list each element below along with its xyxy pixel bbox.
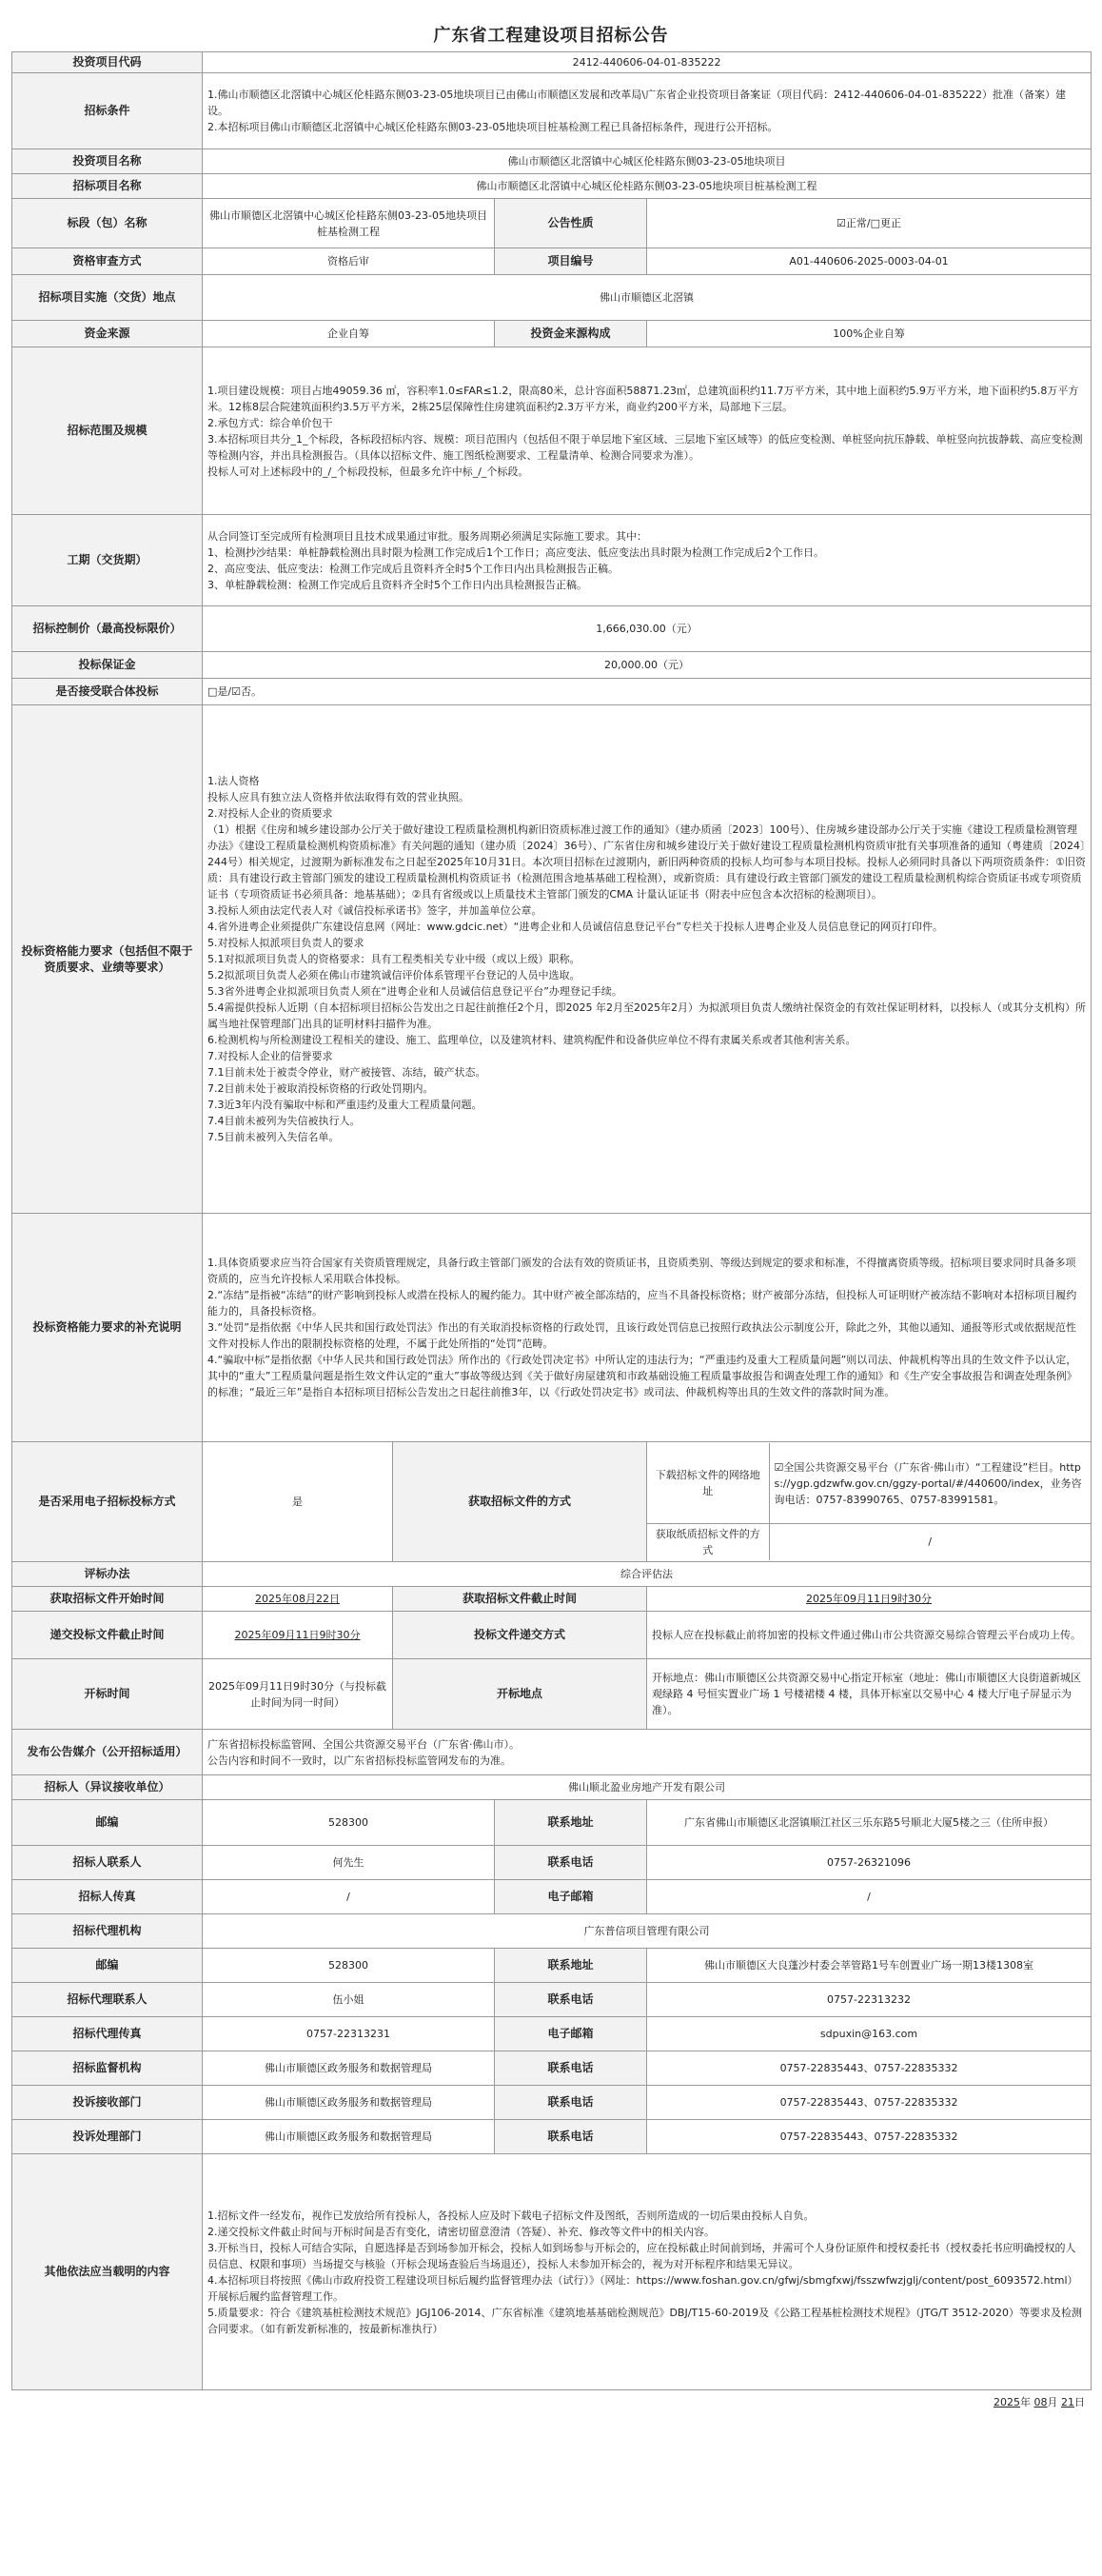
other-line: 5.质量要求：符合《建筑基桩检测技术规范》JGJ106-2014、广东省标准《建筑地基基础检测规范》DBJ/T15-60-2019及《公路工程基桩检测技术规程》（JTG/T 3512-2020）等要求及检测合同要求。（如有新发新标准的，按最新标准执行） (207, 2306, 1082, 2335)
agency-contact-label: 招标代理联系人 (12, 1983, 203, 2017)
complaint-proc-value: 佛山市顺德区政务服务和数据管理局 (203, 2120, 495, 2154)
funding-label: 资金来源 (12, 321, 203, 347)
row-tenderer (12, 1775, 1092, 1800)
footer-day-suffix: 日 (1074, 2396, 1085, 2408)
row-control-price (12, 606, 1092, 652)
row-funding (12, 321, 1092, 347)
row-tenderer-post (12, 1800, 1092, 1846)
scope-line: 2.承包方式：综合单价包干 (207, 416, 333, 429)
section-value: 佛山市顺德区北滘镇中心城区伦桂路东侧03-23-05地块项目桩基检测工程 (203, 199, 495, 248)
funding-composition-label: 投资金来源构成 (495, 321, 647, 347)
qualification-line: 1.法人资格 (207, 775, 260, 787)
supplement-line: 1.具体资质要求应当符合国家有关资质管理规定，具备行政主管部门颁发的合法有效的资质证书，且资质类别、等级达到规定的要求和标准，不得擅离资质等级。招标项目要求同时具备多项资质的，应当允许投标人采用联合体投标。 (207, 1257, 1076, 1285)
section-label: 标段（包）名称 (12, 199, 203, 248)
row-tender-name (12, 174, 1092, 199)
tenderer-label: 招标人（异议接收单位） (12, 1775, 203, 1800)
complaint-proc-phone-value: 0757-22835443、0757-22835332 (647, 2120, 1092, 2154)
download-address-link[interactable]: ☑全国公共资源交易平台（广东省·佛山市）“工程建设”栏目。https://ygp.gdzwfw.gov.cn/ggzy-portal/#/440600/index，业务咨询电话：0757-83990765、0757-83991581。 (769, 1443, 1091, 1523)
period-label: 工期（交货期） (12, 515, 203, 606)
row-agency (12, 1914, 1092, 1949)
opening-time-label: 开标时间 (12, 1659, 203, 1730)
agency-fax-label: 招标代理传真 (12, 2017, 203, 2051)
row-period (12, 515, 1092, 606)
tender-name-value: 佛山市顺德区北滘镇中心城区伦桂路东侧03-23-05地块项目桩基检测工程 (203, 174, 1092, 199)
row-investment-name (12, 149, 1092, 174)
qualification-line: 5.对投标人拟派项目负责人的要求 (207, 937, 364, 949)
row-tenderer-fax (12, 1880, 1092, 1914)
agency-email-label: 电子邮箱 (495, 2017, 647, 2051)
qualification-line: 5.1对拟派项目负责人的资格要求：具有工程类相关专业中级（或以上级）职称。 (207, 953, 581, 965)
row-supplement (12, 1214, 1092, 1442)
agency-value: 广东普信项目管理有限公司 (203, 1914, 1092, 1949)
media-line: 广东省招标投标监管网、全国公共资源交易平台（广东省·佛山市）。 (207, 1737, 520, 1751)
opening-place-label: 开标地点 (393, 1659, 647, 1730)
row-scope (12, 347, 1092, 515)
row-electronic (12, 1442, 1092, 1562)
funding-composition-value: 100%企业自筹 (647, 321, 1092, 347)
complaint-proc-phone-label: 联系电话 (495, 2120, 647, 2154)
period-line: 3、单桩静载检测：检测工作完成后且资料齐全时5个工作日内出具检测报告正稿。 (207, 578, 587, 591)
location-value: 佛山市顺德区北滘镇 (203, 275, 1092, 321)
consortium-label: 是否接受联合体投标 (12, 679, 203, 705)
row-conditions (12, 73, 1092, 149)
obtain-method-cell (647, 1442, 1092, 1562)
row-deposit (12, 652, 1092, 679)
submit-method-value: 投标人应在投标截止前将加密的投标文件通过佛山市公共资源交易综合管理云平台成功上传。 (647, 1612, 1092, 1659)
qualification-value (203, 705, 1092, 1214)
tenderer-contact-label: 招标人联系人 (12, 1846, 203, 1880)
conditions-value (203, 73, 1092, 149)
footer-year-suffix: 年 (1020, 2396, 1031, 2408)
row-evaluation (12, 1562, 1092, 1587)
notice-nature-value: ☑正常/□更正 (647, 199, 1092, 248)
complaint-recv-label: 投诉接收部门 (12, 2086, 203, 2120)
row-media (12, 1730, 1092, 1775)
obtain-method-table (647, 1443, 1091, 1560)
footer-date (11, 2390, 1091, 2409)
conditions-line: 1.佛山市顺德区北滘镇中心城区伦桂路东侧03-23-05地块项目已由佛山市顺德区发展和改革局\广东省企业投资项目备案证（项目代码：2412-440606-04-01-835222）批准（备案）建设。 (207, 89, 1066, 117)
project-code-value: 2412-440606-04-01-835222 (203, 52, 1092, 73)
qualification-line: 5.4需提供投标人近期（自本招标项目招标公告发出之日起往前推任2个月，即2025 年2月至2025年2月）为拟派项目负责人缴纳社保资金的有效社保证明材料，以投标人（或其分支机构）所属当地社保管理部门出具的证明材料扫描件为准。 (207, 1001, 1086, 1030)
row-section (12, 199, 1092, 248)
opening-time-value: 2025年09月11日9时30分（与投标截止时间为同一时间） (203, 1659, 393, 1730)
project-number-label: 项目编号 (495, 248, 647, 275)
tenderer-phone-value: 0757-26321096 (647, 1846, 1092, 1880)
download-address-label: 下载招标文件的网络地址 (647, 1443, 769, 1523)
media-line: 公告内容和时间不一致时，以广东省招标投标监管网发布的为准。 (207, 1754, 511, 1767)
opening-place-value: 开标地点：佛山市顺德区公共资源交易中心指定开标室（地址：佛山市顺德区大良街道新城区观绿路 4 号恒实置业广场 1 号楼裙楼 4 楼，具体开标室以交易中心 4 楼大厅电子屏显示为准）。 (647, 1659, 1092, 1730)
investment-name-value: 佛山市顺德区北滘镇中心城区伦桂路东侧03-23-05地块项目 (203, 149, 1092, 174)
tenderer-contact-value: 何先生 (203, 1846, 495, 1880)
other-line: 1.招标文件一经发布，视作已发放给所有投标人，各投标人应及时下载电子招标文件及图纸，否则所造成的一切后果由投标人自负。 (207, 2209, 815, 2222)
supplement-value (203, 1214, 1092, 1442)
notice-table (11, 51, 1092, 2390)
qualification-line: 3.投标人须由法定代表人对《诚信投标承诺书》签字，并加盖单位公章。 (207, 904, 542, 917)
obtain-end-label: 获取招标文件截止时间 (393, 1587, 647, 1612)
row-other (12, 2154, 1092, 2390)
qualification-line: 7.3近3年内没有骗取中标和严重违约及重大工程质量问题。 (207, 1099, 482, 1111)
footer-year: 2025 (994, 2396, 1020, 2408)
location-label: 招标项目实施（交货）地点 (12, 275, 203, 321)
agency-postcode-value: 528300 (203, 1949, 495, 1983)
notice-nature-label: 公告性质 (495, 199, 647, 248)
qualification-line: 4.省外进粤企业须提供广东建设信息网（网址：www.gdcic.net）“进粤企业和人员诚信信息登记平台”专栏关于投标人进粤企业及人员信息登记的网页打印件。 (207, 921, 944, 933)
qualification-line: 投标人应具有独立法人资格并依法取得有效的营业执照。 (207, 791, 469, 803)
investment-name-label: 投资项目名称 (12, 149, 203, 174)
evaluation-label: 评标办法 (12, 1562, 203, 1587)
project-code-label: 投资项目代码 (12, 52, 203, 73)
deposit-label: 投标保证金 (12, 652, 203, 679)
tenderer-fax-label: 招标人传真 (12, 1880, 203, 1914)
agency-label: 招标代理机构 (12, 1914, 203, 1949)
row-agency-contact (12, 1983, 1092, 2017)
page-title: 广东省工程建设项目招标公告 (433, 26, 669, 46)
agency-postcode-label: 邮编 (12, 1949, 203, 1983)
conditions-line: 2.本招标项目佛山市顺德区北滘镇中心城区伦桂路东侧03-23-05地块项目桩基检测工程已具备招标条件，现进行公开招标。 (207, 121, 778, 133)
row-tenderer-contact (12, 1846, 1092, 1880)
qualification-label: 投标资格能力要求（包括但不限于资质要求、业绩等要求） (12, 705, 203, 1214)
qualification-line: 7.4目前未被列为失信被执行人。 (207, 1115, 361, 1127)
supplement-line: 3.“处罚”是指依据《中华人民共和国行政处罚法》作出的有关取消投标资格的行政处罚，且该行政处罚信息已按照行政执法公示制度公开，除此之外，其他以通知、通报等形式或依据规范性文件对投标人作出的限制投标资格的处理，不属于此处所指的“处罚”范畴。 (207, 1321, 1076, 1350)
funding-value: 企业自筹 (203, 321, 495, 347)
control-price-value: 1,666,030.00（元） (203, 606, 1092, 652)
scope-value (203, 347, 1092, 515)
qualification-line: 7.对投标人企业的信誉要求 (207, 1050, 333, 1062)
qualification-line: 7.1目前未处于被责令停业，财产被接管、冻结，破产状态。 (207, 1066, 486, 1079)
row-complaint-proc (12, 2120, 1092, 2154)
qualification-line: 7.5目前未被列入失信名单。 (207, 1131, 340, 1143)
supervisor-label: 招标监督机构 (12, 2051, 203, 2086)
consortium-value: □是/☑否。 (203, 679, 1092, 705)
qualification-line: 6.检测机构与所检测建设工程相关的建设、施工、监理单位，以及建筑材料、建筑构配件和设备供应单位不得有隶属关系或者其他利害关系。 (207, 1034, 856, 1046)
tenderer-postcode-label: 邮编 (12, 1800, 203, 1846)
paper-method-label: 获取纸质招标文件的方式 (647, 1523, 769, 1560)
period-value (203, 515, 1092, 606)
row-project-code (12, 52, 1092, 73)
project-number-value: A01-440606-2025-0003-04-01 (647, 248, 1092, 275)
tender-name-label: 招标项目名称 (12, 174, 203, 199)
tenderer-address-value: 广东省佛山市顺德区北滘镇顺江社区三乐东路5号顺北大厦5楼之三（住所申报） (647, 1800, 1092, 1846)
obtain-end-value: 2025年09月11日9时30分 (647, 1587, 1092, 1612)
tenderer-email-label: 电子邮箱 (495, 1880, 647, 1914)
supplement-line: 2.“冻结”是指被“冻结”的财产影响到投标人或潜在投标人的履约能力。其中财产被全部冻结的，应当不具备投标资格；财产被部分冻结，但投标人可证明财产被冻结不影响对本招标项目履约能力的，具备投标资格。 (207, 1289, 1077, 1318)
scope-line: 投标人可对上述标段中的_/_个标段投标，但最多允许中标_/_个标段。 (207, 465, 529, 478)
electronic-label: 是否采用电子招标投标方式 (12, 1442, 203, 1562)
other-line: 3.开标当日，投标人可结合实际，自愿选择是否到场参加开标会，投标人如到场参与开标会的，应在投标截止时间前到场，并需可个人身份证原件和授权委托书（授权委托书应明确授权的人员信息、权限和事项）当场提交与核验（开标会现场查验后当场退还），投标人未参加开标会的，视为对开标程序和结果无异议。 (207, 2241, 1076, 2270)
qualification-line: 2.对投标人企业的资质要求 (207, 807, 333, 820)
other-line: 2.递交投标文件截止时间与开标时间是否有变化，请密切留意澄清（答疑）、补充、修改等文件中的相关内容。 (207, 2225, 715, 2238)
footer-day: 21 (1061, 2396, 1074, 2408)
scope-line: 1.项目建设规模：项目占地49059.36 ㎡，容积率1.0≤FAR≤1.2，限高80米，总计容面积58871.23㎡，总建筑面积约11.7万平方米，其中地上面积约5.9万平方米，地下面积约5.8万平方米。12栋8层合院建筑面积约3.5万平方米，2栋25层保障性住房建筑面积约2.3万平方米，商业约200平方米，局部地下三层。 (207, 384, 1079, 413)
conditions-label: 招标条件 (12, 73, 203, 149)
other-value (203, 2154, 1092, 2390)
deposit-value: 20,000.00（元） (203, 652, 1092, 679)
agency-email-value: sdpuxin@163.com (647, 2017, 1092, 2051)
tenderer-fax-value: / (203, 1880, 495, 1914)
row-supervisor (12, 2051, 1092, 2086)
tenderer-phone-label: 联系电话 (495, 1846, 647, 1880)
media-value (203, 1730, 1092, 1775)
supervisor-phone-value: 0757-22835443、0757-22835332 (647, 2051, 1092, 2086)
period-line: 从合同签订至完成所有检测项目且技术成果通过审批。服务周期必须满足实际施工要求。其中： (207, 529, 647, 543)
supplement-line: 4.“骗取中标”是指依据《中华人民共和国行政处罚法》所作出的《行政处罚决定书》中所认定的违法行为；“严重违约及重大工程质量问题”则以司法、仲裁机构等出具的生效文件予以认定，其中的“重大”工程质量问题是指生效文件认定的“重大”事故等级达到《关于做好房屋建筑和市政基础设施工程质量事故报告和调查处理工作的通知》和《生产安全事故报告和调查处理条例》的标准；“最近三年”是指自本招标项目招标公告发出之日起往前推3年，以《行政处罚决定书》或司法、仲裁机构等出具的生效文件的落款时间为准。 (207, 1354, 1077, 1398)
submit-method-label: 投标文件递交方式 (393, 1612, 647, 1659)
agency-phone-label: 联系电话 (495, 1983, 647, 2017)
complaint-recv-value: 佛山市顺德区政务服务和数据管理局 (203, 2086, 495, 2120)
complaint-recv-phone-label: 联系电话 (495, 2086, 647, 2120)
row-submit (12, 1612, 1092, 1659)
tenderer-email-value: / (647, 1880, 1092, 1914)
period-line: 2、高应变法、低应变法：检测工作完成后且资料齐全时5个工作日内出具检测报告正稿。 (207, 562, 619, 575)
qualification-line: 5.3省外进粤企业拟派项目负责人须在“进粤企业和人员诚信信息登记平台”办理登记手续。 (207, 985, 622, 998)
submit-deadline-value: 2025年09月11日9时30分 (203, 1612, 393, 1659)
obtain-start-label: 获取招标文件开始时间 (12, 1587, 203, 1612)
row-complaint-recv (12, 2086, 1092, 2120)
obtain-start-value: 2025年08月22日 (203, 1587, 393, 1612)
supplement-label: 投标资格能力要求的补充说明 (12, 1214, 203, 1442)
footer-month-suffix: 月 (1047, 2396, 1058, 2408)
supervisor-phone-label: 联系电话 (495, 2051, 647, 2086)
qualification-line: （1）根据《住房和城乡建设部办公厅关于做好建设工程质量检测机构新旧资质标准过渡工作的通知》（建办质函〔2023〕100号）、住房城乡建设部办公厅关于实施《建设工程质量检测管理办法》《建设工程质量检测机构资质标准》有关问题的通知（建办质〔2024〕36号）、广东省住房和城乡建设厅关于做好建设工程质量检测机构资质审批有关事项准备的通知（粤建质〔2024〕244号）相关规定，过渡期为新标准发布之日起至2025年10月31日。本次项目招标在过渡期内，新旧两种资质的投标人均可参与本项目投标。投标人必须同时具备以下两项资质条件：①旧资质：具有建设行政主管部门颁发的建设工程质量检测机构资质证书（检测范围含地基基础工程检测），或新资质：具有建设行政主管部门颁发的建设工程质量检测机构综合资质证书或专项资质证书（专项资质证书必须具备：地基基础）；②具有省级或以上质量技术主管部门颁发的CMA 计量认证证书（附表中应包含本次招标的检测项目）。 (207, 823, 1086, 901)
row-opening (12, 1659, 1092, 1730)
scope-label: 招标范围及规模 (12, 347, 203, 515)
evaluation-value: 综合评估法 (203, 1562, 1092, 1587)
row-consortium (12, 679, 1092, 705)
obtain-method-label: 获取招标文件的方式 (393, 1442, 647, 1562)
agency-fax-value: 0757-22313231 (203, 2017, 495, 2051)
tenderer-value: 佛山顺北盈业房地产开发有限公司 (203, 1775, 1092, 1800)
submit-deadline-label: 递交投标文件截止时间 (12, 1612, 203, 1659)
tenderer-address-label: 联系地址 (495, 1800, 647, 1846)
row-obtain-time (12, 1587, 1092, 1612)
row-agency-fax (12, 2017, 1092, 2051)
agency-contact-value: 伍小姐 (203, 1983, 495, 2017)
qualification-line: 7.2目前未处于被取消投标资格的行政处罚期内。 (207, 1082, 434, 1095)
row-agency-post (12, 1949, 1092, 1983)
complaint-recv-phone-value: 0757-22835443、0757-22835332 (647, 2086, 1092, 2120)
review-value: 资格后审 (203, 248, 495, 275)
paper-method-value: / (769, 1523, 1091, 1560)
agency-phone-value: 0757-22313232 (647, 1983, 1092, 2017)
agency-address-value: 佛山市顺德区大良蓬沙村委会莘管路1号车创置业广场一期13楼1308室 (647, 1949, 1092, 1983)
review-label: 资格审查方式 (12, 248, 203, 275)
row-qualification (12, 705, 1092, 1214)
control-price-label: 招标控制价（最高投标限价） (12, 606, 203, 652)
qualification-line: 5.2拟派项目负责人必须在佛山市建筑诚信评价体系管理平台登记的人员中选取。 (207, 969, 581, 981)
row-review (12, 248, 1092, 275)
period-line: 1、检测抄沙结果：单桩静载检测出具时限为检测工作完成后1个工作日；高应变法、低应变法出具时限为检测工作完成后2个工作日。 (207, 545, 824, 559)
agency-address-label: 联系地址 (495, 1949, 647, 1983)
electronic-value: 是 (203, 1442, 393, 1562)
footer-month: 08 (1033, 2396, 1048, 2408)
complaint-proc-label: 投诉处理部门 (12, 2120, 203, 2154)
other-label: 其他依法应当载明的内容 (12, 2154, 203, 2390)
supervisor-value: 佛山市顺德区政务服务和数据管理局 (203, 2051, 495, 2086)
row-location (12, 275, 1092, 321)
scope-line: 3.本招标项目共分_1_个标段，各标段招标内容、规模：项目范围内（包括但不限于单层地下室区域、三层地下室区域等）的低应变检测、单桩竖向抗压静载、单桩竖向抗拔静载、高应变检测等检测内容，并出具检测报告。（具体以招标文件、施工图纸检测要求、工程量清单、检测合同要求为准）。 (207, 432, 1083, 462)
other-line: 4.本招标项目将按照《佛山市政府投资工程建设项目标后履约监督管理办法（试行）》（网址：https://www.foshan.gov.cn/gfwj/sbmgfxwj/fsszwfwzjglj/content/post_6093572.html）开展标后履约监督管理工作。 (207, 2273, 1078, 2303)
media-label: 发布公告媒介（公开招标适用） (12, 1730, 203, 1775)
tenderer-postcode-value: 528300 (203, 1800, 495, 1846)
